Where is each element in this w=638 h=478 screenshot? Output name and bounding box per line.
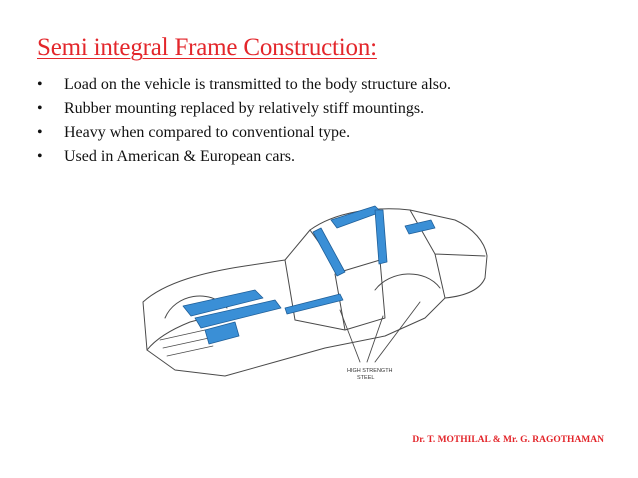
rear-rail (405, 220, 435, 234)
bullet-dot: • (37, 124, 43, 141)
bullet-item (37, 97, 451, 121)
bullet-dot: • (37, 148, 43, 165)
bullet-text: Heavy when compared to conventional type. (64, 124, 351, 141)
steel-label-line1: HIGH STRENGTH (347, 368, 393, 374)
rear-wheel-arch (375, 274, 440, 290)
car-frame-illustration (135, 190, 490, 384)
bullet-text: Rubber mounting replaced by relatively stiff mountings. (64, 100, 425, 117)
bullet-item (37, 145, 451, 169)
steel-label-line2: STEEL (357, 375, 375, 381)
rocker-panel (285, 294, 343, 314)
b-pillar (375, 210, 387, 264)
label-leader-lines (340, 302, 420, 362)
bullet-dot: • (37, 100, 43, 117)
bullet-item (37, 73, 451, 97)
bullet-text: Load on the vehicle is transmitted to the body structure also. (64, 76, 452, 93)
bullet-dot: • (37, 76, 43, 93)
bullet-item (37, 121, 451, 145)
slide-title: Semi integral Frame Construction: (37, 34, 377, 61)
author-credit: Dr. T. MOTHILAL & Mr. G. RAGOTHAMAN (412, 435, 604, 445)
roof-hoop (331, 206, 381, 228)
a-pillar (313, 228, 345, 276)
front-grille-lines (160, 330, 213, 356)
bullet-text: Used in American & European cars. (64, 148, 296, 165)
bullet-list (37, 73, 451, 169)
